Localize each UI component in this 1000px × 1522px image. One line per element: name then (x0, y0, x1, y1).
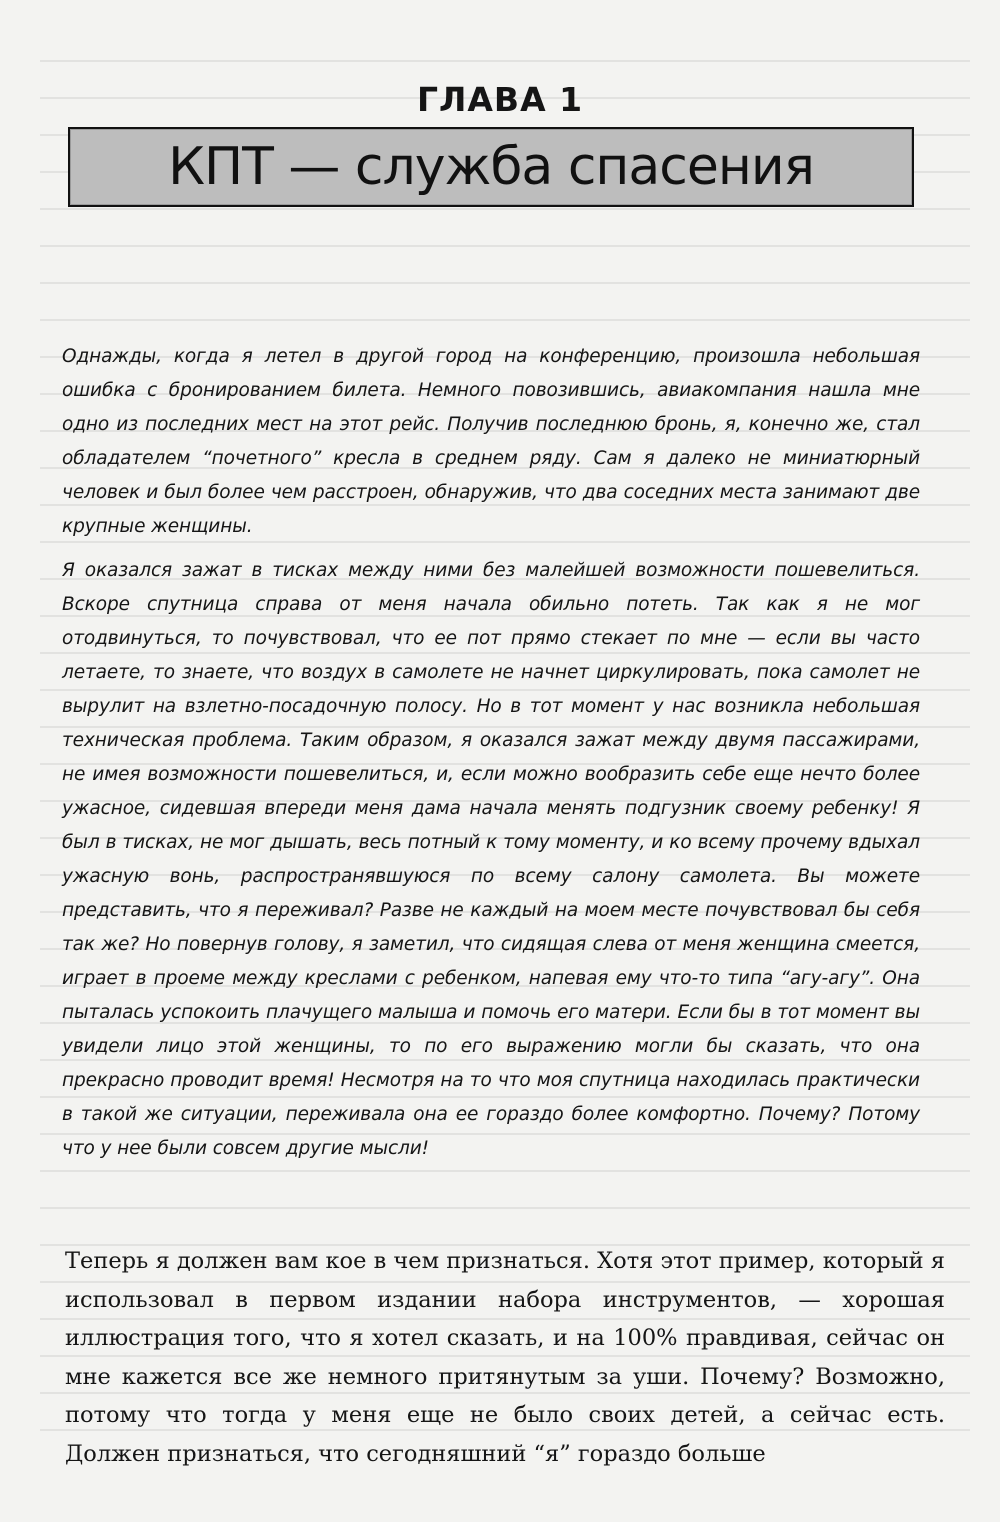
chapter-title: КПТ — служба спасения (168, 137, 814, 197)
story-paragraph-2: Я оказался зажат в тисках между ними без малейшей возможности пошевелиться. Вскоре спутница справа от меня начала обильно потеть. Так как я не мог отодвинуться, то почувствовал, что ее пот прямо стекает по мне — если вы часто летаете, то знаете, что воздух в самолете не начнет циркулировать, пока самолет не вырулит на взлетно-посадочную полосу. Но в тот момент у нас возникла небольшая техническая проблема. Таким образом, я оказался зажат между двумя пассажирами, не имея возможности пошевелиться, и, если можно вообразить себе еще нечто более ужасное, сидевшая впереди меня дама начала менять подгузник своему ребенку! Я был в тисках, не мог дышать, весь потный к тому моменту, и ко всему прочему вдыхал ужасную вонь, распространявшуюся по всему салону самолета. Вы можете представить, что я переживал? Разве не каждый на моем месте почувствовал бы себя так же? Но повернув голову, я заметил, что сидящая слева от меня женщина смеется, играет в проеме между креслами с ребенком, напевая ему что-то типа “агу-агу”. Она пыталась успокоить плачущего малыша и помочь его матери. Если бы в тот момент вы увидели лицо этой женщины, то по его выражению могли бы сказать, что она прекрасно проводит время! Несмотря на то что моя спутница находилась практически в такой же ситуации, переживала она ее гораздо более комфортно. Почему? Потому что у нее были совсем другие мысли! (62, 560, 920, 1159)
story-paragraph-1: Однажды, когда я летел в другой город на конференцию, произошла небольшая ошибка с бронированием билета. Немного повозившись, авиакомпания нашла мне одно из последних мест на этот рейс. Получив последнюю бронь, я, конечно же, стал обладателем “почетного” кресла в среднем ряду. Сам я далеко не миниатюрный человек и был более чем расстроен, обнаружив, что два соседних места занимают две крупные женщины. (62, 346, 920, 537)
chapter-label: ГЛАВА 1 (416, 80, 584, 119)
body-paragraph: Теперь я должен вам кое в чем признаться. Хотя этот пример, который я использовал в первом издании набора инструментов, — хорошая иллюстрация того, что я хотел сказать, и на 100% правдивая, сейчас он мне кажется все же немного притянутым за уши. Почему? Возможно, потому что тогда у меня еще не было своих детей, а сейчас есть. Должен признаться, что сегодняшний “я” гораздо больше (65, 1248, 945, 1467)
chapter-title-banner (68, 127, 914, 207)
story-sidebar (62, 340, 920, 1176)
main-body-text (65, 1242, 945, 1473)
